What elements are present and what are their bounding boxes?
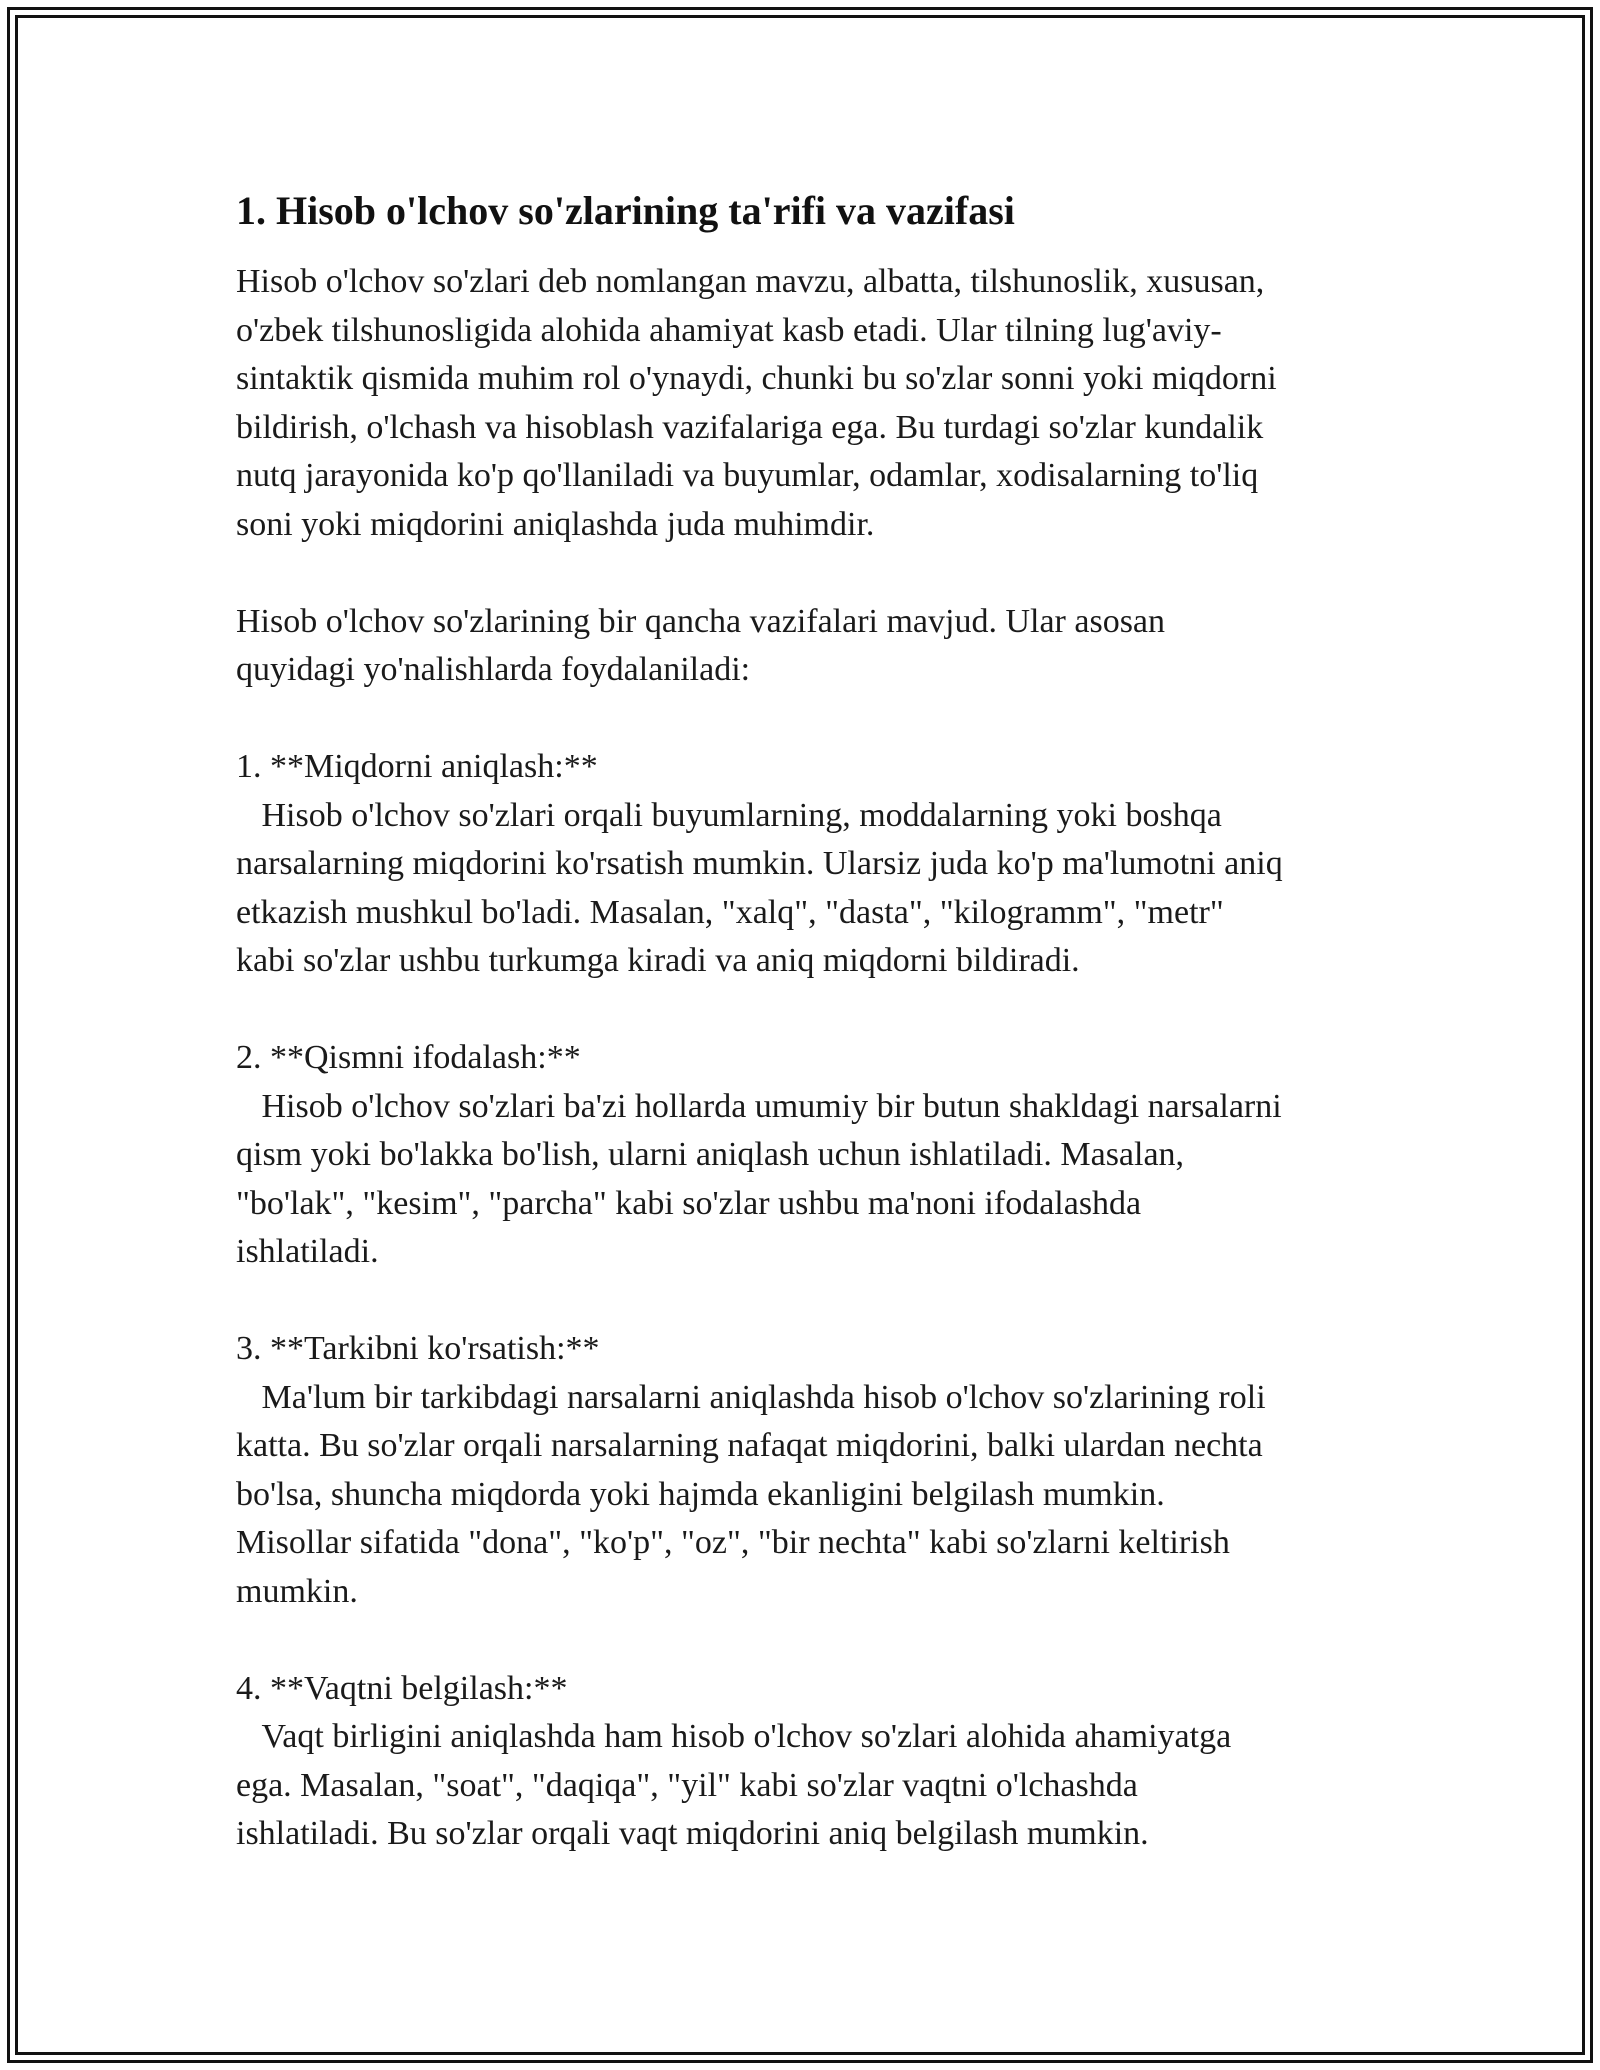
paragraph-spacer bbox=[236, 986, 1386, 1035]
intro-paragraph: Hisob o'lchov so'zlari deb nomlangan mavzu, albatta, tilshunoslik, xususan, o'zbek tilshunosligida alohida ahamiyat kasb etadi. Ular tilning lug'aviy- sintaktik qismida muhim rol o'ynaydi, chunki bu so'zlar sonni yoki miqdorni bildirish, o'lchash va hisoblash vazifalariga ega. Bu turdagi so'zlar kundalik nutq jarayonida ko'p qo'llaniladi va buyumlar, odamlar, xodisalarning to'liq soni yoki miqdorini aniqlashda juda muhimdir. bbox=[236, 263, 1277, 543]
section-heading: 1. Hisob o'lchov so'zlarining ta'rifi va vazifasi bbox=[236, 188, 1015, 233]
paragraph-spacer bbox=[236, 549, 1386, 598]
paragraph-spacer bbox=[236, 1616, 1386, 1665]
list-item-part: 2. **Qismni ifodalash:** Hisob o'lchov so'zlari ba'zi hollarda umumiy bir butun shakldagi narsalarni qism yoki bo'lakka bo'lish, ularni aniqlash uchun ishlatiladi. Masalan, "bo'lak", "kesim", "parcha" kabi so'zlar ushbu ma'noni ifodalashda ishlatiladi. bbox=[236, 1039, 1282, 1270]
functions-intro-paragraph: Hisob o'lchov so'zlarining bir qancha vazifalari mavjud. Ular asosan quyidagi yo'nalishlarda foydalaniladi: bbox=[236, 602, 1166, 688]
paragraph-spacer bbox=[236, 1277, 1386, 1326]
list-item-quantity: 1. **Miqdorni aniqlash:** Hisob o'lchov so'zlari orqali buyumlarning, moddalarning yoki boshqa narsalarning miqdorini ko'rsatish mumkin. Ularsiz juda ko'p ma'lumotni aniq etkazish mushkul bo'ladi. Masalan, "xalq", "dasta", "kilogramm", "metr" kabi so'zlar ushbu turkumga kiradi va aniq miqdorni bildiradi. bbox=[236, 748, 1283, 979]
list-item-time: 4. **Vaqtni belgilash:** Vaqt birligini aniqlashda ham hisob o'lchov so'zlari alohida ahamiyatga ega. Masalan, "soat", "daqiqa", "yil" kabi so'zlar vaqtni o'lchashda ishlatiladi. Bu so'zlar orqali vaqt miqdorini aniq belgilash mumkin. bbox=[236, 1669, 1232, 1852]
document-body bbox=[236, 186, 1386, 1859]
list-item-composition: 3. **Tarkibni ko'rsatish:** Ma'lum bir tarkibdagi narsalarni aniqlashda hisob o'lchov so'zlarining roli katta. Bu so'zlar orqali narsalarning nafaqat miqdorini, balki ulardan nechta bo'lsa, shuncha miqdorda yoki hajmda ekanligini belgilash mumkin. Misollar sifatida "dona", "ko'p", "oz", "bir nechta" kabi so'zlarni keltirish mumkin. bbox=[236, 1330, 1266, 1610]
paragraph-spacer bbox=[236, 695, 1386, 744]
